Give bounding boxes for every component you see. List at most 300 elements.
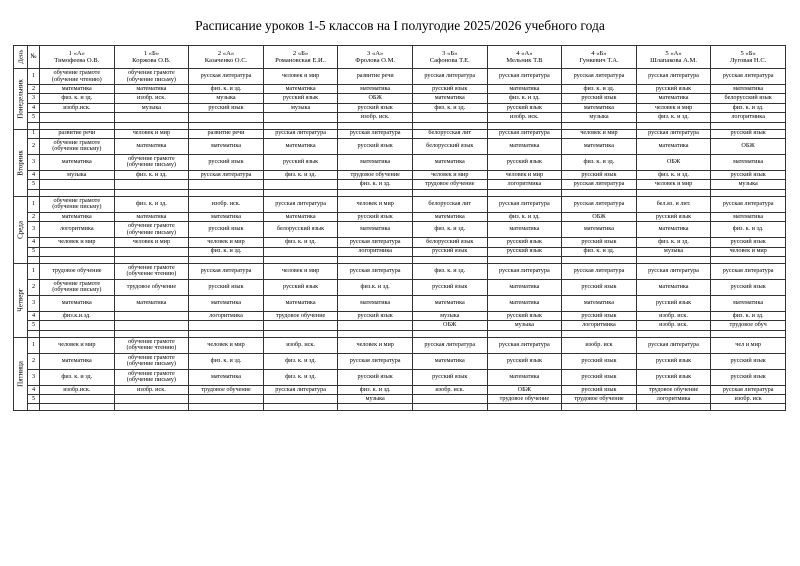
lesson-cell: изобр. иск.	[263, 337, 338, 353]
lesson-cell: математика	[562, 138, 637, 154]
separator-cell	[189, 122, 264, 129]
separator-cell	[28, 189, 40, 196]
lesson-cell: физ. к. и зд.	[636, 238, 711, 247]
lesson-cell: математика	[711, 154, 786, 170]
lesson-cell: математика	[487, 369, 562, 385]
lesson-number: 5	[28, 321, 40, 330]
lesson-cell: математика	[114, 138, 189, 154]
lesson-cell: трудовое обучение	[114, 279, 189, 295]
lesson-number: 3	[28, 295, 40, 311]
lesson-row	[14, 85, 786, 94]
lesson-cell: русский язык	[487, 238, 562, 247]
lesson-cell: русский язык	[562, 385, 637, 394]
separator-cell	[338, 122, 413, 129]
lesson-cell: физ. к. и зд.	[263, 353, 338, 369]
separator-cell	[189, 330, 264, 337]
lesson-cell: русский язык	[562, 170, 637, 179]
day-label: Четверг	[14, 263, 28, 337]
lesson-cell: человек и мир	[114, 129, 189, 138]
separator-cell	[487, 404, 562, 411]
lesson-cell: русский язык	[338, 103, 413, 112]
lesson-cell: русский язык	[412, 85, 487, 94]
lesson-cell: физ.к. и зд.	[338, 279, 413, 295]
lesson-cell: русская литература	[711, 196, 786, 212]
separator-cell	[40, 330, 115, 337]
lesson-number: 4	[28, 238, 40, 247]
lesson-cell: русская литература	[412, 69, 487, 85]
lesson-cell: белорусская лит	[412, 196, 487, 212]
lesson-cell: обучение грамоте (обучение письму)	[114, 69, 189, 85]
lesson-number: 5	[28, 395, 40, 404]
lesson-cell: русский язык	[412, 279, 487, 295]
lesson-cell: человек и мир	[40, 337, 115, 353]
class-header: 3 «А» Фролова О.М.	[338, 46, 413, 69]
lesson-cell: русский язык	[263, 94, 338, 103]
lesson-cell: русская литература	[562, 180, 637, 189]
lesson-cell: логоритмика	[338, 247, 413, 256]
lesson-cell: математика	[263, 138, 338, 154]
lesson-row	[14, 94, 786, 103]
separator-cell	[28, 122, 40, 129]
lesson-cell: человек и мир	[636, 103, 711, 112]
lesson-cell: белорусский язык	[263, 222, 338, 238]
lesson-cell: математика	[189, 138, 264, 154]
separator-cell	[562, 122, 637, 129]
lesson-cell: изобр. иск.	[189, 196, 264, 212]
lesson-cell: развитие речи	[40, 129, 115, 138]
lesson-cell: математика	[412, 353, 487, 369]
lesson-cell: русский язык	[412, 247, 487, 256]
class-header: 1 «А» Тимофеева О.В.	[40, 46, 115, 69]
lesson-cell: русская литература	[263, 385, 338, 394]
lesson-cell: физ. к. и зд.	[40, 94, 115, 103]
lesson-row	[14, 196, 786, 212]
lesson-row	[14, 129, 786, 138]
schedule-body	[14, 69, 786, 411]
lesson-cell: русский язык	[636, 295, 711, 311]
lesson-row	[14, 337, 786, 353]
lesson-cell: бел.яз. и лит.	[636, 196, 711, 212]
lesson-cell: русский язык	[487, 103, 562, 112]
lesson-cell	[114, 247, 189, 256]
lesson-cell: математика	[636, 138, 711, 154]
day-separator-row	[14, 256, 786, 263]
lesson-cell: белорусский язык	[412, 138, 487, 154]
lesson-number: 4	[28, 170, 40, 179]
lesson-cell: русский язык	[636, 353, 711, 369]
lesson-cell: русская литература	[711, 385, 786, 394]
day-separator-row	[14, 330, 786, 337]
lesson-cell: физ. к. и зд.	[412, 103, 487, 112]
lesson-number: 1	[28, 196, 40, 212]
lesson-cell: ОБЖ	[636, 154, 711, 170]
lesson-row	[14, 170, 786, 179]
lesson-cell	[40, 113, 115, 122]
lesson-cell	[263, 180, 338, 189]
lesson-cell: музыка	[711, 180, 786, 189]
lesson-number: 3	[28, 222, 40, 238]
lesson-cell	[40, 321, 115, 330]
lesson-cell: белорусский язык	[711, 94, 786, 103]
lesson-cell: белорусская лит	[412, 129, 487, 138]
lesson-cell: математика	[412, 212, 487, 221]
separator-cell	[562, 404, 637, 411]
lesson-cell: русский язык	[562, 94, 637, 103]
lesson-cell: белорусский язык	[412, 238, 487, 247]
lesson-cell: математика	[636, 94, 711, 103]
lesson-cell: музыка	[412, 311, 487, 320]
lesson-cell: человек и мир	[114, 238, 189, 247]
lesson-cell: трудовое обучение	[40, 263, 115, 279]
lesson-cell: физ. к. и зд.	[114, 196, 189, 212]
lesson-cell: ОБЖ	[487, 385, 562, 394]
lesson-cell: русский язык	[487, 247, 562, 256]
lesson-cell: человек и мир	[338, 337, 413, 353]
separator-cell	[114, 256, 189, 263]
separator-cell	[338, 404, 413, 411]
lesson-cell: математика	[487, 295, 562, 311]
separator-cell	[412, 330, 487, 337]
lesson-cell: математика	[338, 154, 413, 170]
class-header: 5 «Б» Луговая Н.С.	[711, 46, 786, 69]
lesson-cell	[263, 321, 338, 330]
lesson-cell: русская литература	[636, 337, 711, 353]
lesson-cell: математика	[412, 154, 487, 170]
lesson-number: 4	[28, 103, 40, 112]
lesson-cell: логоритмика	[40, 222, 115, 238]
lesson-cell	[40, 395, 115, 404]
lesson-cell: изобр. иск.	[114, 385, 189, 394]
day-label: Среда	[14, 196, 28, 263]
lesson-cell: русский язык	[636, 369, 711, 385]
lesson-row	[14, 154, 786, 170]
lesson-cell: изобр. иск.	[114, 94, 189, 103]
lesson-cell: обучение грамоте (обучение письму)	[114, 154, 189, 170]
lesson-row	[14, 103, 786, 112]
lesson-cell: русская литература	[338, 129, 413, 138]
lesson-cell: изобр.иск.	[40, 103, 115, 112]
lesson-cell: русский язык	[711, 170, 786, 179]
lesson-row	[14, 369, 786, 385]
lesson-cell: физ. к. и зд.	[711, 103, 786, 112]
lesson-cell: математика	[263, 295, 338, 311]
lesson-row	[14, 113, 786, 122]
separator-cell	[114, 404, 189, 411]
lesson-cell: логоритмика	[487, 180, 562, 189]
lesson-row	[14, 279, 786, 295]
lesson-cell: человек и мир	[263, 263, 338, 279]
lesson-cell	[263, 247, 338, 256]
lesson-row	[14, 353, 786, 369]
lesson-cell: русская литература	[562, 69, 637, 85]
separator-cell	[711, 189, 786, 196]
separator-cell	[263, 330, 338, 337]
lesson-row	[14, 222, 786, 238]
lesson-cell: обучение грамоте (обучение письму)	[114, 222, 189, 238]
lesson-cell: русский язык	[487, 311, 562, 320]
lesson-cell: обучение грамоте (обучение чтению)	[114, 337, 189, 353]
page-title: Расписание уроков 1-5 классов на I полугодие 2025/2026 учебного года	[195, 18, 605, 33]
lesson-cell: математика	[412, 295, 487, 311]
lesson-cell: математика	[114, 295, 189, 311]
lesson-cell: человек и мир	[412, 170, 487, 179]
separator-cell	[711, 330, 786, 337]
separator-cell	[189, 404, 264, 411]
lesson-cell: русская литература	[636, 263, 711, 279]
lesson-cell: русский язык	[338, 212, 413, 221]
lesson-cell: русская литература	[189, 69, 264, 85]
lesson-cell: человек и мир	[40, 238, 115, 247]
lesson-cell: русская литература	[562, 263, 637, 279]
day-separator-row	[14, 122, 786, 129]
lesson-cell: русская литература	[412, 337, 487, 353]
lesson-cell: русский язык	[338, 311, 413, 320]
lesson-cell: русский язык	[189, 279, 264, 295]
lesson-cell: русский язык	[711, 238, 786, 247]
lesson-cell: физ. к. и зд.	[711, 311, 786, 320]
separator-cell	[711, 256, 786, 263]
lesson-cell: физ. к. и зд.	[562, 154, 637, 170]
lesson-cell: обучение грамоте (обучение чтению)	[40, 69, 115, 85]
lesson-cell: обучение грамоте (обучение письму)	[114, 369, 189, 385]
lesson-number: 5	[28, 247, 40, 256]
lesson-cell	[189, 180, 264, 189]
lesson-cell: русский язык	[562, 238, 637, 247]
lesson-cell: математика	[189, 369, 264, 385]
separator-cell	[28, 330, 40, 337]
lesson-cell: русская литература	[487, 196, 562, 212]
lesson-cell: математика	[711, 85, 786, 94]
separator-cell	[40, 256, 115, 263]
lesson-cell: русская литература	[487, 129, 562, 138]
lesson-cell: математика	[711, 212, 786, 221]
separator-cell	[263, 404, 338, 411]
lesson-cell	[189, 113, 264, 122]
separator-cell	[114, 122, 189, 129]
separator-cell	[711, 404, 786, 411]
lesson-row	[14, 385, 786, 394]
lesson-cell	[114, 180, 189, 189]
lesson-cell	[412, 113, 487, 122]
lesson-cell: логоритмика	[562, 321, 637, 330]
separator-cell	[114, 330, 189, 337]
lesson-cell: развитие речи	[189, 129, 264, 138]
separator-cell	[487, 122, 562, 129]
separator-cell	[562, 189, 637, 196]
lesson-cell: изобр. иск.	[412, 385, 487, 394]
lesson-cell: обучение грамоте (обучение чтению)	[114, 263, 189, 279]
lesson-cell: математика	[562, 222, 637, 238]
lesson-cell: русский язык	[636, 85, 711, 94]
separator-cell	[114, 189, 189, 196]
lesson-cell: физ. к. и зд.	[412, 222, 487, 238]
lesson-cell: математика	[487, 85, 562, 94]
lesson-cell: физ.к.и.зд.	[40, 311, 115, 320]
lesson-cell: логоритмика	[636, 395, 711, 404]
lesson-cell: физ. к. и зд.	[263, 170, 338, 179]
lesson-cell: математика	[40, 85, 115, 94]
separator-cell	[636, 256, 711, 263]
day-separator-row	[14, 189, 786, 196]
lesson-number-header: №	[28, 46, 40, 69]
lesson-cell	[338, 321, 413, 330]
lesson-cell: ОБЖ	[338, 94, 413, 103]
lesson-cell: чел и мир	[711, 337, 786, 353]
lesson-cell: трудовое обучение	[189, 385, 264, 394]
lesson-cell: математика	[40, 295, 115, 311]
lesson-cell	[40, 247, 115, 256]
lesson-cell: русский язык	[711, 279, 786, 295]
lesson-cell: математика	[263, 85, 338, 94]
lesson-cell: русская литература	[189, 263, 264, 279]
lesson-cell: физ. к. и зд.	[711, 222, 786, 238]
lesson-cell: русская литература	[338, 263, 413, 279]
lesson-cell: физ. к. и зд.	[562, 247, 637, 256]
lesson-cell: человек и мир	[636, 180, 711, 189]
lesson-cell: математика	[338, 295, 413, 311]
lesson-cell: математика	[189, 212, 264, 221]
separator-cell	[487, 256, 562, 263]
lesson-number: 4	[28, 385, 40, 394]
lesson-cell: физ. к. и зд.	[263, 369, 338, 385]
lesson-cell: музыка	[338, 395, 413, 404]
lesson-number: 4	[28, 311, 40, 320]
separator-cell	[636, 404, 711, 411]
lesson-cell: человек и мир	[562, 129, 637, 138]
lesson-cell: математика	[487, 279, 562, 295]
lesson-row	[14, 295, 786, 311]
lesson-cell: обучение грамоте (обучение письму)	[40, 279, 115, 295]
lesson-cell: трудовое обучение	[338, 170, 413, 179]
lesson-number: 1	[28, 337, 40, 353]
class-header: 5 «А» Шлапакова А.М.	[636, 46, 711, 69]
lesson-cell: математика	[412, 94, 487, 103]
lesson-cell: русская литература	[263, 129, 338, 138]
lesson-cell: ОБЖ	[711, 138, 786, 154]
lesson-cell: музыка	[189, 94, 264, 103]
lesson-cell: логоритмика	[711, 113, 786, 122]
lesson-cell: русский язык	[711, 129, 786, 138]
separator-cell	[338, 330, 413, 337]
lesson-row	[14, 263, 786, 279]
lesson-row	[14, 311, 786, 320]
class-header: 4 «Б» Гункевич Т.А.	[562, 46, 637, 69]
separator-cell	[40, 122, 115, 129]
lesson-cell: физ. к. и зд.	[189, 247, 264, 256]
lesson-cell: математика	[40, 154, 115, 170]
lesson-cell: русский язык	[487, 154, 562, 170]
lesson-cell: физ. к. и зд.	[189, 85, 264, 94]
lesson-cell: развитие речи	[338, 69, 413, 85]
lesson-cell: математика	[263, 212, 338, 221]
lesson-cell: русская литература	[487, 69, 562, 85]
lesson-cell: музыка	[40, 170, 115, 179]
lesson-cell: трудовое обучение	[487, 395, 562, 404]
lesson-cell: русский язык	[412, 369, 487, 385]
lesson-row	[14, 321, 786, 330]
lesson-cell: математика	[114, 212, 189, 221]
lesson-cell: логоритмика	[189, 311, 264, 320]
lesson-cell: русский язык	[562, 353, 637, 369]
separator-cell	[412, 189, 487, 196]
lesson-cell: трудовое обучение	[636, 385, 711, 394]
lesson-row	[14, 180, 786, 189]
lesson-cell: математика	[487, 222, 562, 238]
separator-cell	[263, 122, 338, 129]
lesson-cell: человек и мир	[263, 69, 338, 85]
lesson-number: 2	[28, 138, 40, 154]
lesson-cell: русская литература	[636, 69, 711, 85]
lesson-cell: человек и мир	[487, 170, 562, 179]
separator-cell	[338, 189, 413, 196]
day-label: Понедельник	[14, 69, 28, 130]
lesson-number: 1	[28, 263, 40, 279]
lesson-cell: математика	[40, 212, 115, 221]
lesson-cell: русский язык	[636, 212, 711, 221]
separator-cell	[263, 189, 338, 196]
lesson-cell: русский язык	[338, 138, 413, 154]
lesson-cell: физ. к. и зд.	[562, 85, 637, 94]
lesson-cell: русская литература	[189, 170, 264, 179]
lesson-cell: русский язык	[562, 311, 637, 320]
lesson-cell: русская литература	[338, 353, 413, 369]
separator-cell	[28, 256, 40, 263]
class-header: 2 «Б» Романовская Е.И..	[263, 46, 338, 69]
separator-cell	[636, 122, 711, 129]
lesson-cell: человек и мир	[711, 247, 786, 256]
lesson-cell: музыка	[487, 321, 562, 330]
separator-cell	[338, 256, 413, 263]
lesson-cell	[114, 321, 189, 330]
lesson-cell: русский язык	[562, 369, 637, 385]
lesson-number: 1	[28, 69, 40, 85]
lesson-cell	[263, 395, 338, 404]
lesson-row	[14, 238, 786, 247]
day-label: Вторник	[14, 129, 28, 196]
day-column-header: День	[14, 46, 28, 69]
lesson-cell: русская литература	[562, 196, 637, 212]
lesson-cell: русский язык	[562, 279, 637, 295]
lesson-cell: ОБЖ	[562, 212, 637, 221]
lesson-cell	[189, 321, 264, 330]
separator-cell	[487, 189, 562, 196]
separator-cell	[711, 122, 786, 129]
lesson-row	[14, 212, 786, 221]
lesson-cell: математика	[40, 353, 115, 369]
separator-cell	[487, 330, 562, 337]
lesson-cell: математика	[562, 295, 637, 311]
lesson-cell: музыка	[562, 113, 637, 122]
lesson-cell: физ. к. и зд.	[636, 170, 711, 179]
lesson-cell	[40, 180, 115, 189]
class-header: 3 «Б» Сафонова Т.Е.	[412, 46, 487, 69]
lesson-cell: изобр. иск.	[636, 311, 711, 320]
lesson-number: 5	[28, 180, 40, 189]
lesson-cell: русская литература	[338, 238, 413, 247]
lesson-number: 5	[28, 113, 40, 122]
lesson-cell: математика	[711, 295, 786, 311]
separator-cell	[412, 122, 487, 129]
separator-cell	[263, 256, 338, 263]
separator-cell	[28, 404, 40, 411]
lesson-cell: физ. к. и зд.	[487, 212, 562, 221]
lesson-cell: трудовое обучение	[562, 395, 637, 404]
lesson-cell: физ. к. и зд.	[40, 369, 115, 385]
lesson-cell: русский язык	[487, 353, 562, 369]
separator-cell	[189, 256, 264, 263]
lesson-number: 2	[28, 212, 40, 221]
lesson-cell: русский язык	[338, 369, 413, 385]
